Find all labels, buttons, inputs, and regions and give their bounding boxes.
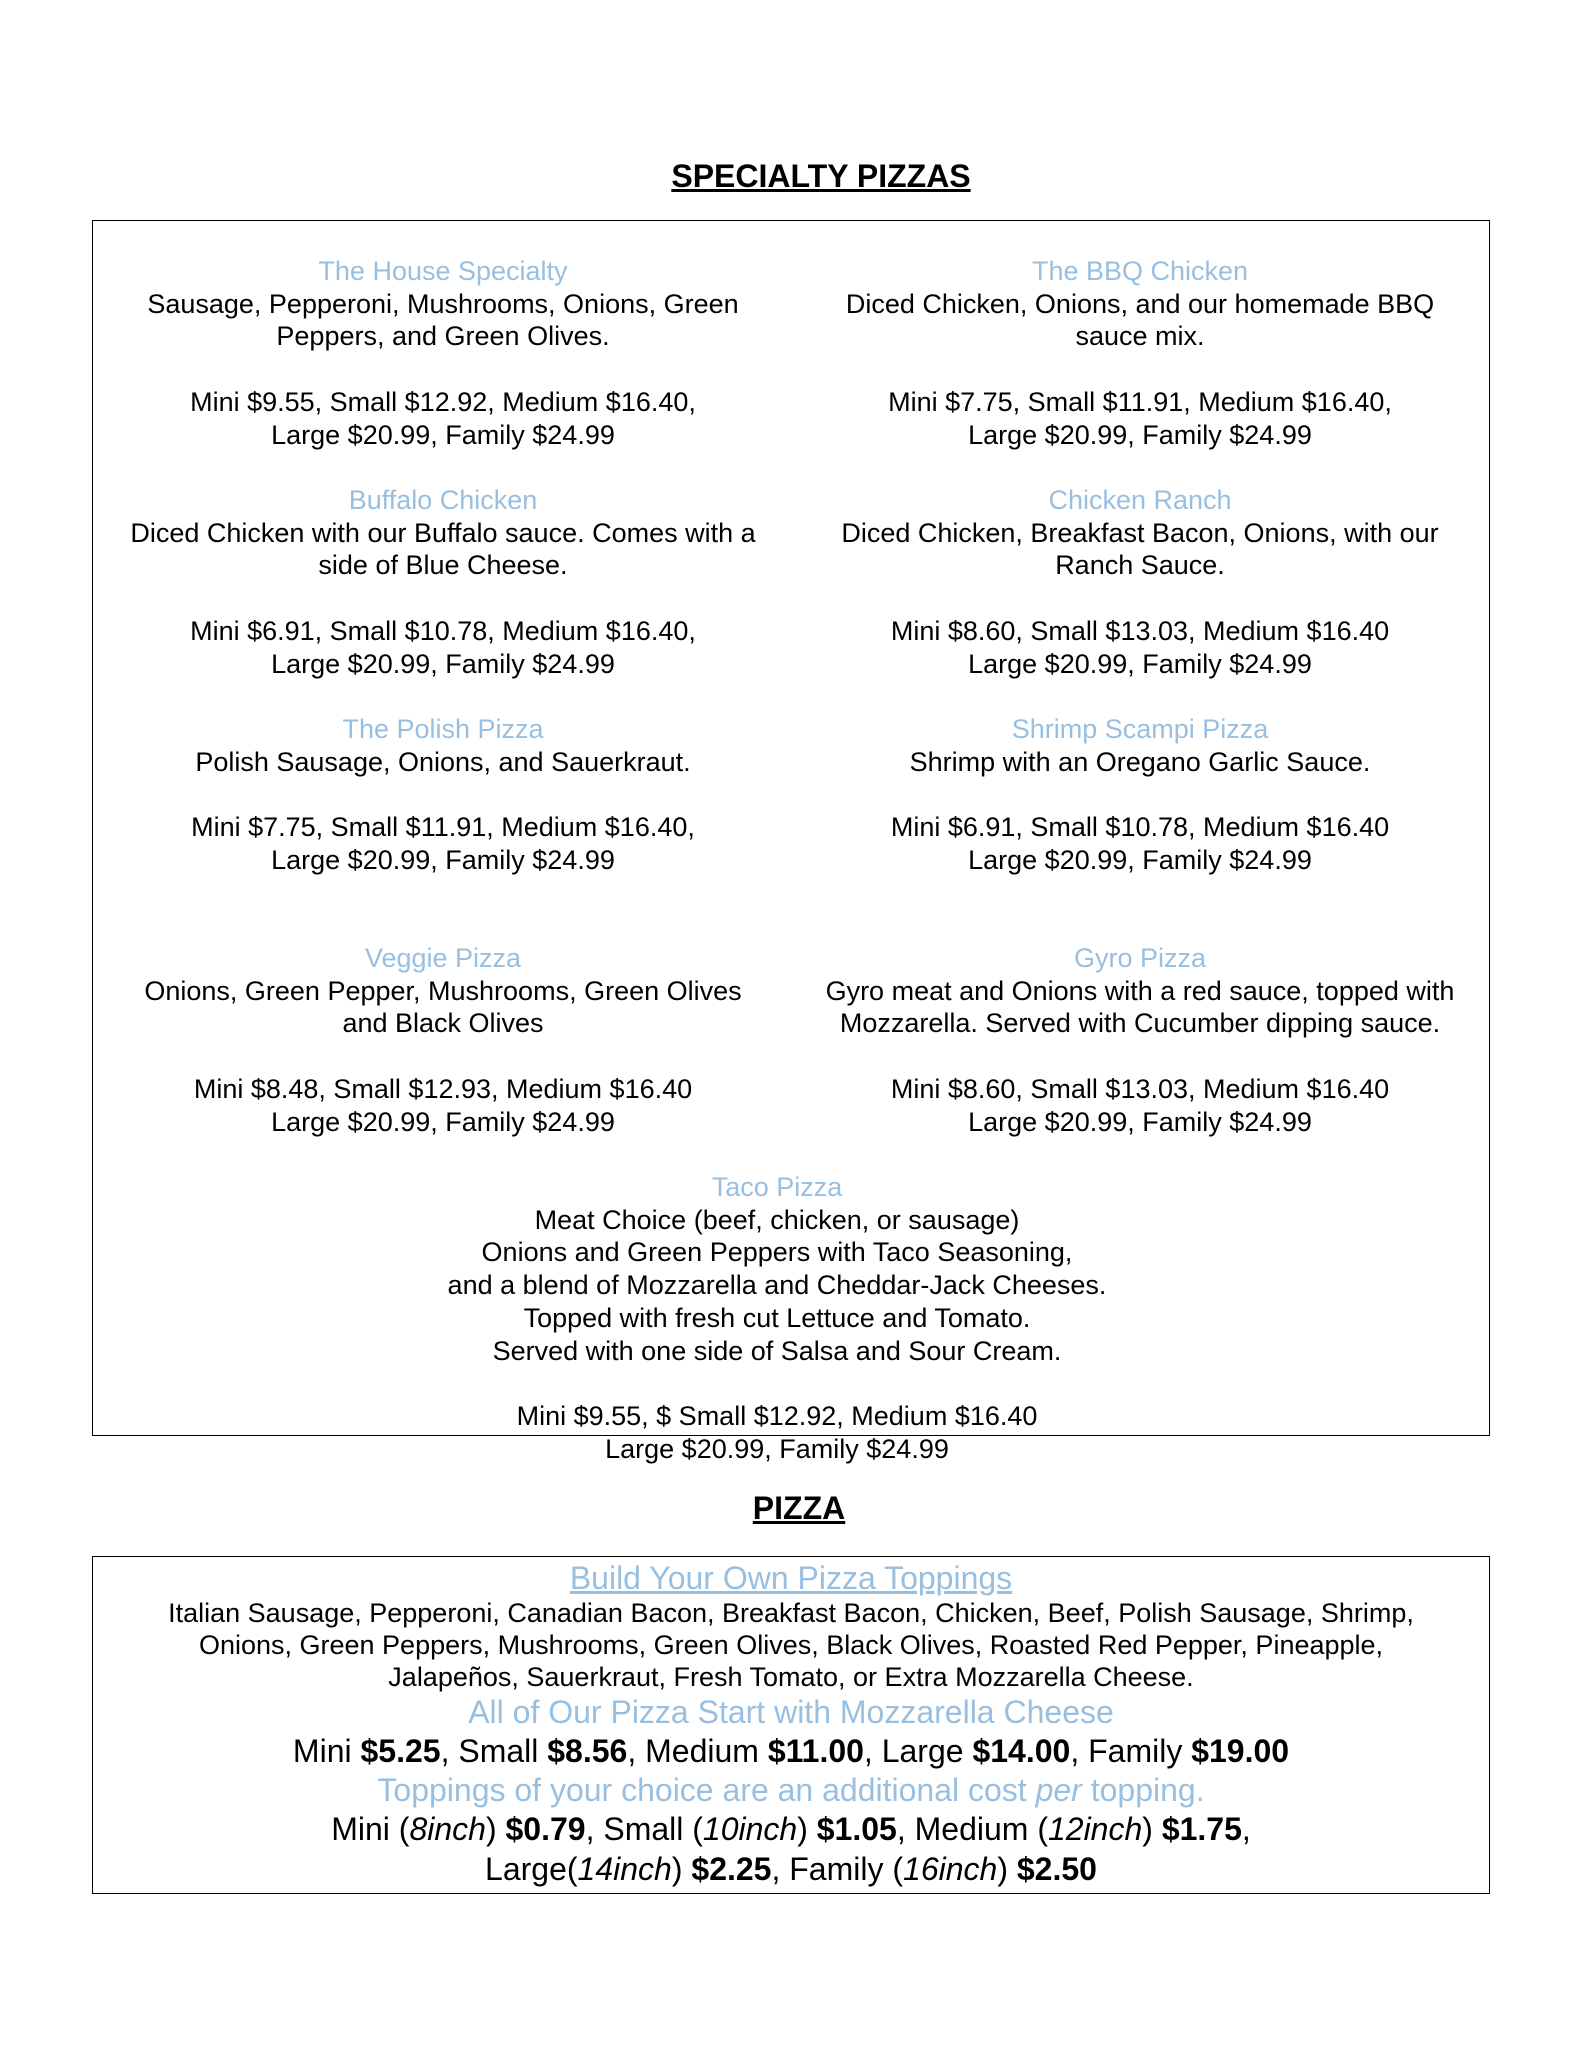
item-description: Diced Chicken, Breakfast Bacon, Onions, with our Ranch Sauce. [841,517,1439,581]
menu-item [790,713,1490,942]
menu-item [790,484,1490,713]
item-description: Shrimp with an Oregano Garlic Sauce. [909,746,1371,777]
menu-item [93,484,793,713]
item-name: The Polish Pizza [342,714,544,744]
specialty-right-column [790,255,1490,1171]
specialty-pizzas-box [92,220,1490,1464]
specialty-pizzas-heading: SPECIALTY PIZZAS [671,158,971,194]
topping-cost-note: Toppings of your choice are an additional cost per topping. [377,1772,1205,1808]
item-description: Sausage, Pepperoni, Mushrooms, Onions, Green Peppers, and Green Olives. [147,288,739,352]
item-prices: Mini $9.55, Small $12.92, Medium $16.40, Large $20.99, Family $24.99 [190,386,696,450]
item-prices: Mini $6.91, Small $10.78, Medium $16.40 Large $20.99, Family $24.99 [890,812,1390,875]
item-description: Meat Choice (beef, chicken, or sausage) Onions and Green Peppers with Taco Seasoning, and a blend of Mozzarella and Cheddar-Jack Cheeses. Topped with fresh cut Lettuce and Tomato. Served with one side of Salsa and Sour Cream. [447,1204,1107,1366]
item-name: Taco Pizza [711,1172,843,1202]
item-name: Chicken Ranch [1048,485,1232,515]
item-name: Buffalo Chicken [348,485,538,515]
item-name: Veggie Pizza [364,943,522,973]
menu-item [93,713,793,942]
taco-pizza-item [93,1171,1489,1465]
item-prices: Mini $9.55, $ Small $12.92, Medium $16.40 Large $20.99, Family $24.99 [516,1400,1038,1464]
item-description: Diced Chicken with our Buffalo sauce. Comes with a side of Blue Cheese. [130,517,756,581]
menu-item [790,942,1490,1171]
toppings-list: Italian Sausage, Pepperoni, Canadian Bacon, Breakfast Bacon, Chicken, Beef, Polish Sausage, Shrimp, Onions, Green Peppers, Mushrooms, Green Olives, Black Olives, Roasted Red Pepper, Pineapple, Jalapeños, Sauerkraut, Fresh Tomato, or Extra Mozzarella Cheese. [168,1598,1414,1692]
item-prices: Mini $8.60, Small $13.03, Medium $16.40 Large $20.99, Family $24.99 [890,1073,1390,1137]
item-name: Gyro Pizza [1073,943,1207,973]
item-prices: Mini $6.91, Small $10.78, Medium $16.40, Large $20.99, Family $24.99 [190,615,696,679]
pizza-box [92,1556,1490,1894]
specialty-left-column [93,255,793,1171]
item-description: Polish Sausage, Onions, and Sauerkraut. [195,746,691,777]
item-name: The BBQ Chicken [1031,256,1249,286]
topping-prices: Mini (8inch) $0.79, Small (10inch) $1.05, Medium (12inch) $1.75, Large(14inch) $2.25, Family (16inch) $2.50 [331,1811,1251,1887]
item-description: Onions, Green Pepper, Mushrooms, Green Olives and Black Olives [144,975,742,1039]
toppings-title: Build Your Own Pizza Toppings [569,1560,1013,1596]
item-name: The House Specialty [318,256,568,286]
base-prices: Mini $5.25, Small $8.56, Medium $11.00, Large $14.00, Family $19.00 [292,1733,1290,1769]
item-prices: Mini $7.75, Small $11.91, Medium $16.40, Large $20.99, Family $24.99 [888,386,1392,450]
pizza-heading: PIZZA [752,1490,846,1526]
menu-item [93,942,793,1171]
item-description: Diced Chicken, Onions, and our homemade BBQ sauce mix. [845,288,1435,352]
item-prices: Mini $8.60, Small $13.03, Medium $16.40 Large $20.99, Family $24.99 [890,615,1390,679]
menu-item [790,255,1490,484]
item-prices: Mini $7.75, Small $11.91, Medium $16.40, Large $20.99, Family $24.99 [191,812,695,875]
item-prices: Mini $8.48, Small $12.93, Medium $16.40 Large $20.99, Family $24.99 [193,1073,693,1137]
item-name: Shrimp Scampi Pizza [1011,714,1269,744]
menu-item [93,255,793,484]
item-description: Gyro meat and Onions with a red sauce, topped with Mozzarella. Served with Cucumber dipping sauce. [825,975,1455,1039]
mozzarella-note: All of Our Pizza Start with Mozzarella Cheese [468,1694,1114,1730]
